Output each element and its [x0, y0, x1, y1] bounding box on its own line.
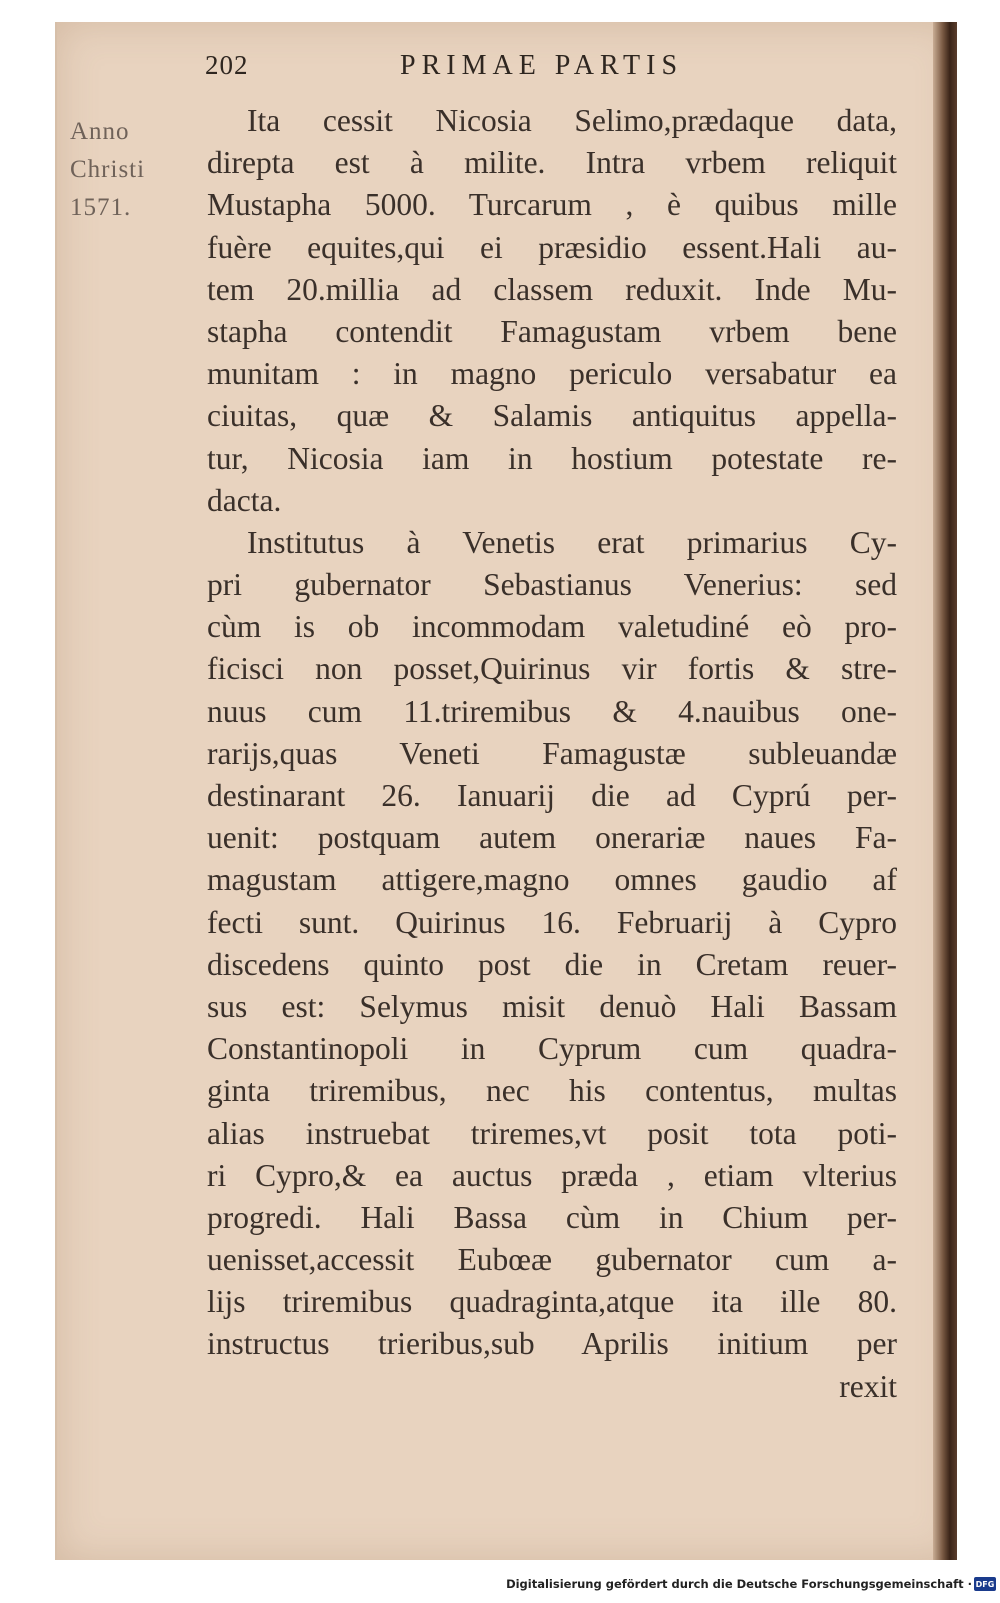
text-line: uenisset,accessit Eubœæ gubernator cum a-	[207, 1242, 897, 1278]
catchword: rexit	[839, 1368, 897, 1404]
text-line: cùm is ob incommodam valetudiné eò pro-	[207, 609, 897, 645]
body-text	[207, 100, 897, 1408]
margin-note-line: Anno	[70, 118, 130, 145]
text-line: ciuitas, quæ & Salamis antiquitus appella-	[207, 398, 897, 434]
margin-note-line: Christi	[70, 156, 146, 183]
text-line: stapha contendit Famagustam vrbem bene	[207, 313, 897, 349]
text-line: alias instruebat triremes,vt posit tota poti-	[207, 1115, 897, 1151]
margin-note	[70, 113, 180, 227]
text-line: direpta est à milite. Intra vrbem reliquit	[207, 145, 897, 181]
page-edge-shadow	[933, 22, 957, 1560]
funding-credit: Digitalisierung gefördert durch die Deutsche Forschungsgemeinschaft ·	[506, 1577, 972, 1591]
text-line: instructus trieribus,sub Aprilis initium per	[207, 1326, 897, 1362]
page-number: 202	[205, 50, 249, 80]
text-line: discedens quinto post die in Cretam reuer-	[207, 946, 897, 982]
text-line: tem 20.millia ad classem reduxit. Inde Mu-	[207, 271, 897, 307]
text-line: Constantinopoli in Cyprum cum quadra-	[207, 1031, 897, 1067]
text-line: tur, Nicosia iam in hostium potestate re-	[207, 440, 897, 476]
text-line: Institutus à Venetis erat primarius Cy-	[247, 524, 897, 560]
text-line: ginta triremibus, nec his contentus, multas	[207, 1073, 897, 1109]
margin-note-line: 1571.	[70, 194, 132, 221]
text-line: destinarant 26. Ianuarij die ad Cyprú per-	[207, 778, 897, 813]
footer-bar	[0, 1575, 1000, 1603]
text-line: progredi. Hali Bassa cùm in Chium per-	[207, 1199, 897, 1235]
text-line: uenit: postquam autem onerariæ naues Fa-	[207, 820, 897, 856]
text-line: fuère equites,qui ei præsidio essent.Hali au-	[207, 229, 897, 265]
text-line: munitam : in magno periculo versabatur ea	[207, 356, 897, 392]
text-line: ficisci non posset,Quirinus vir fortis & stre-	[207, 651, 897, 687]
text-line: magustam attigere,magno omnes gaudio af	[207, 862, 897, 898]
running-head-title: PRIMAE PARTIS	[400, 50, 684, 81]
text-line: dacta.	[207, 482, 282, 518]
text-line: Mustapha 5000. Turcarum , è quibus mille	[207, 187, 897, 223]
text-line: Ita cessit Nicosia Selimo,prædaque data,	[247, 103, 897, 138]
text-line: ri Cypro,& ea auctus præda , etiam vlterius	[207, 1157, 897, 1193]
text-line: pri gubernator Sebastianus Venerius: sed	[207, 567, 897, 603]
dfg-logo-icon: DFG	[974, 1577, 996, 1591]
text-line: rarijs,quas Veneti Famagustæ subleuandæ	[207, 735, 897, 771]
text-line: lijs triremibus quadraginta,atque ita ille 80.	[207, 1284, 897, 1320]
text-line: sus est: Selymus misit denuò Hali Bassam	[207, 988, 897, 1024]
text-line: fecti sunt. Quirinus 16. Februarij à Cypro	[207, 904, 897, 940]
text-line: nuus cum 11.triremibus & 4.nauibus one-	[207, 693, 897, 729]
